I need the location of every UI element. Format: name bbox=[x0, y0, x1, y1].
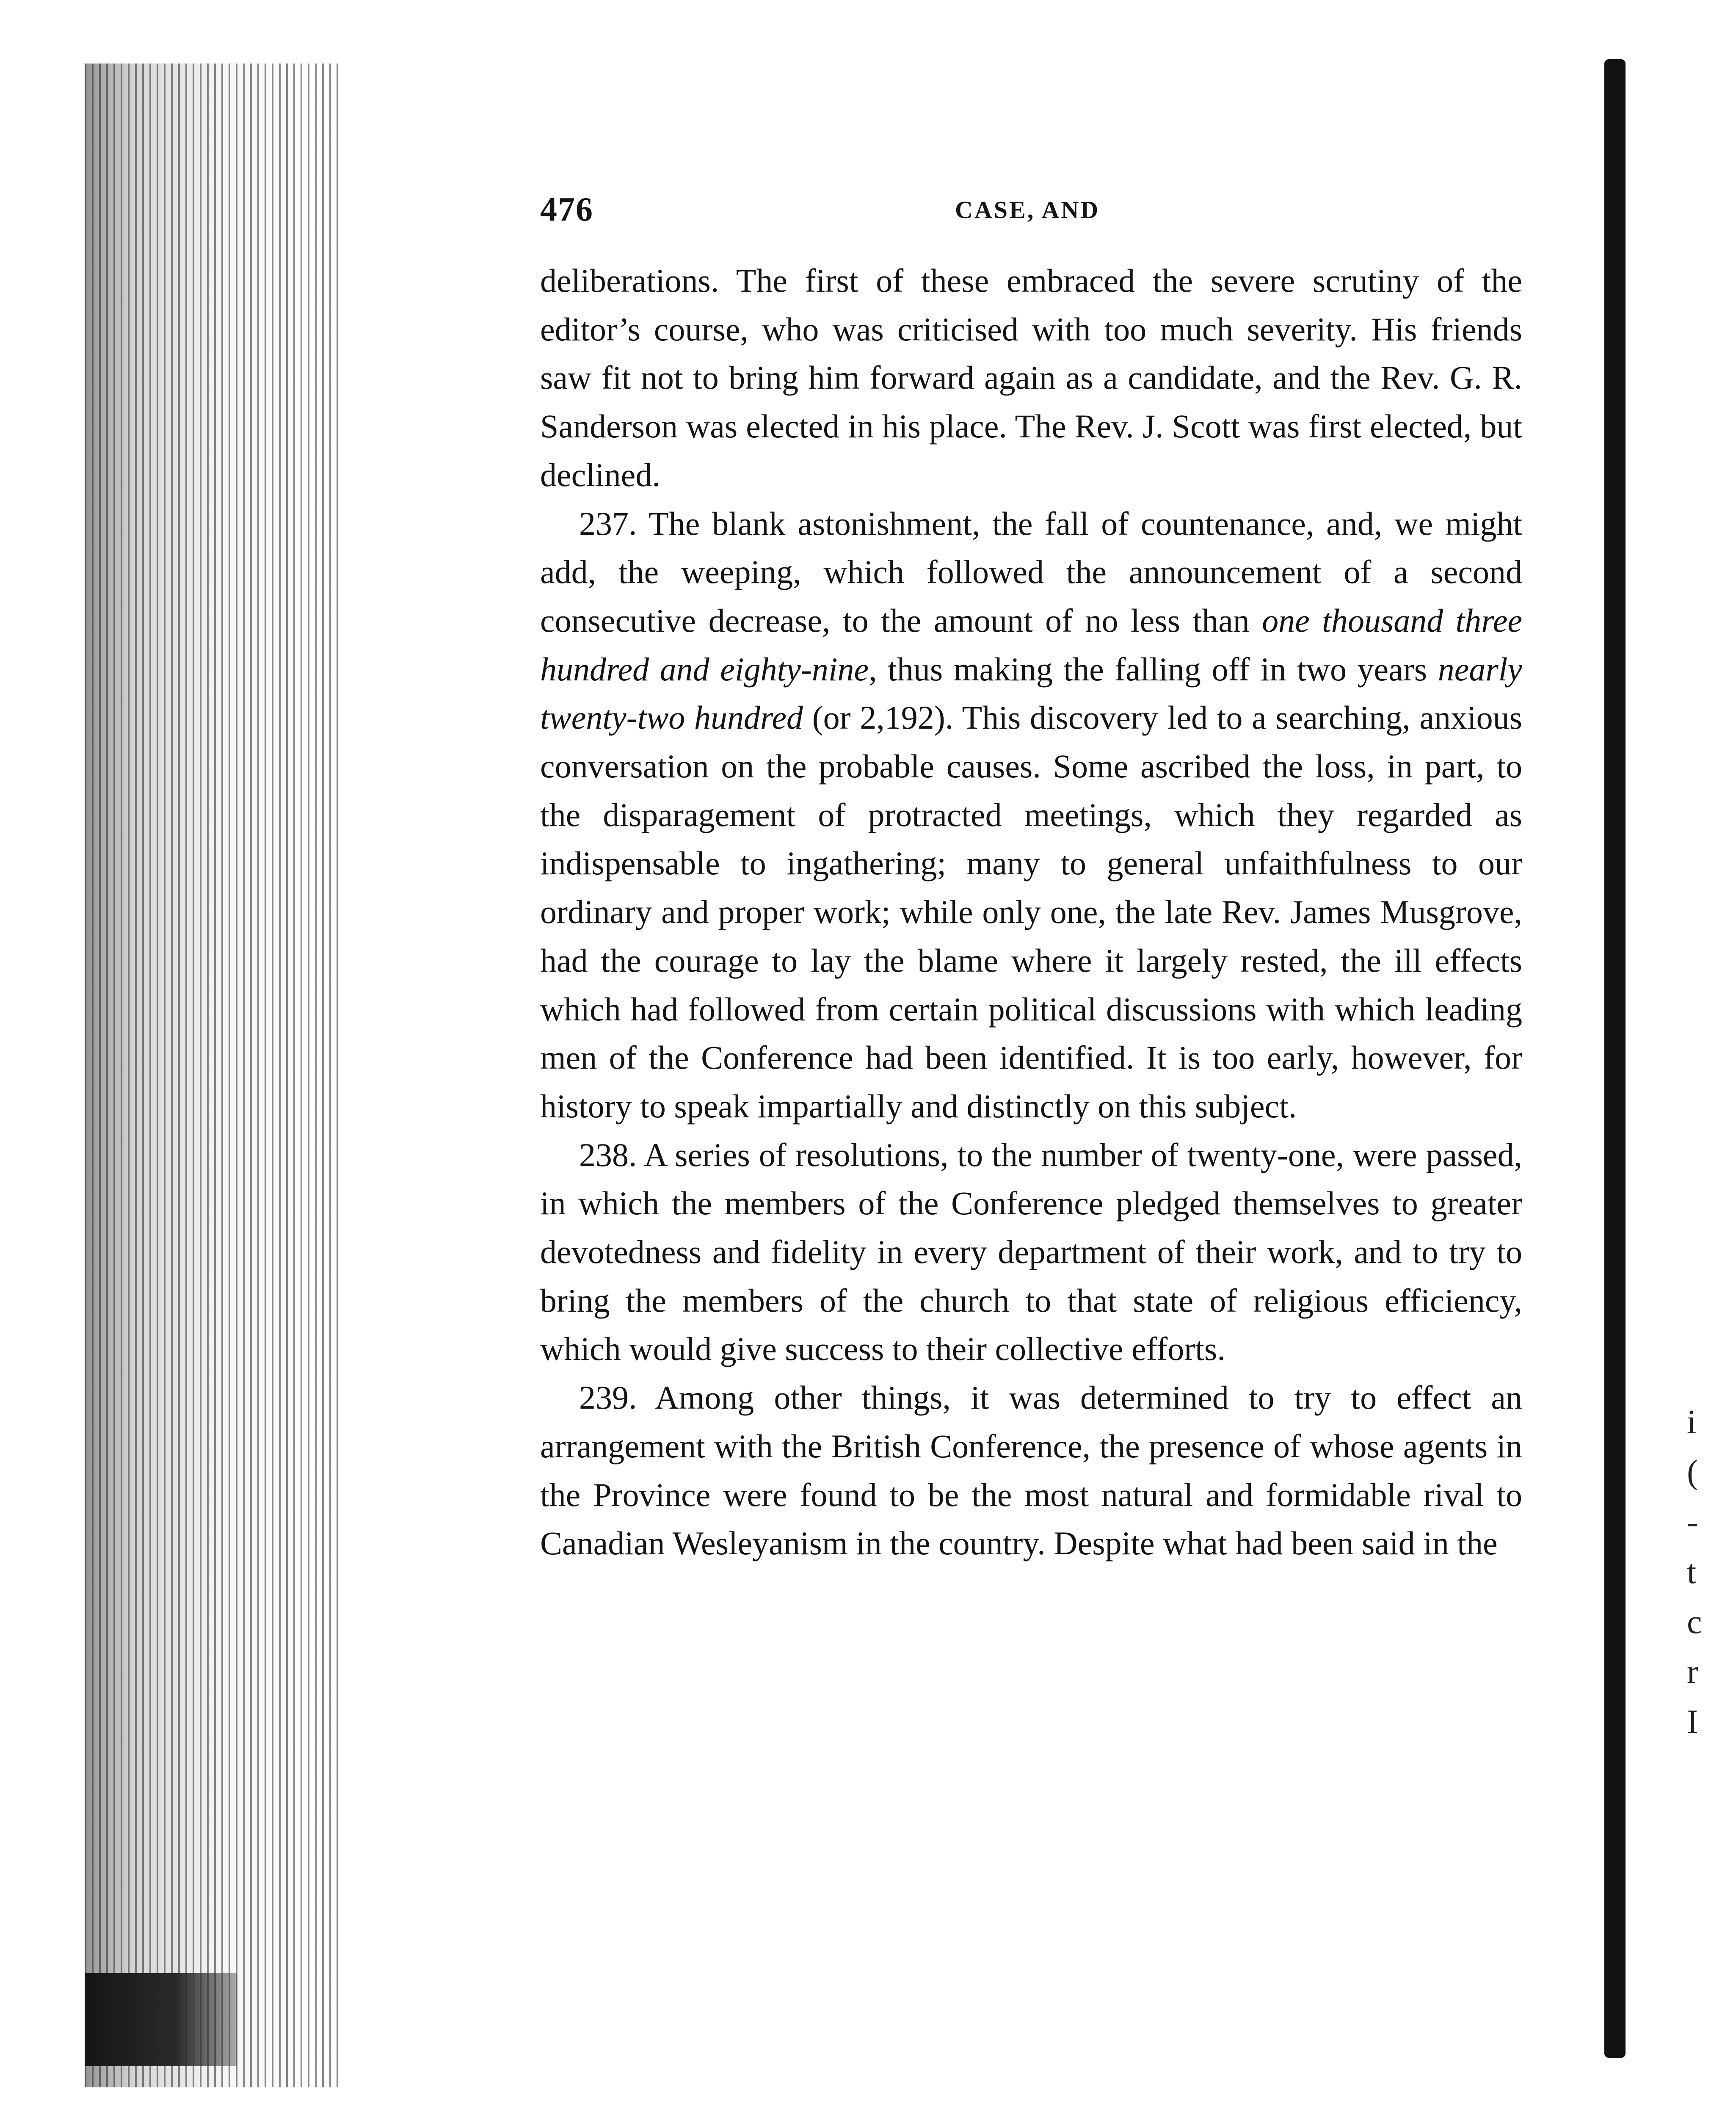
body-text bbox=[540, 257, 1522, 1568]
paragraph-text: (or 2,192). This discovery led to a searching, anxious conversation on the probable causes. Some ascribed the loss, in part, to the disparagement of protracted meetings, which they regarded as indispensable to ingathering; many to general unfaithfulness to our ordinary and proper work; while only one, the late Rev. James Musgrove, had the courage to lay the blame where it largely rested, the ill effects which had followed from certain political discussions with which leading men of the Conference had been identified. It is too early, however, for history to speak impartially and distinctly on this subject. bbox=[540, 699, 1523, 1125]
paragraph-239: 239. Among other things, it was determined to try to effect an arrangement with the British Conference, the presence of whose agents in the Province were found to be the most natural and formidable rival to Canadian Wesleyanism in the country. Despite what had been said in the bbox=[540, 1379, 1522, 1562]
paragraph-237 bbox=[540, 500, 1522, 1131]
running-head bbox=[540, 191, 1514, 241]
paragraph-continued: deliberations. The first of these embraced the severe scrutiny of the editor’s course, who was criticised with too much severity. His friends saw fit not to bring him forward again as a candidate, and the Rev. G. R. Sanderson was elected in his place. The Rev. J. Scott was first elected, but declined. bbox=[540, 262, 1522, 493]
bleed-glyph: t bbox=[1687, 1553, 1697, 1591]
bleed-glyph: c bbox=[1687, 1603, 1702, 1641]
italic-phrase: nearly twenty-two hundred bbox=[540, 650, 1522, 736]
bleed-glyph: - bbox=[1687, 1503, 1698, 1541]
paragraph-text: , thus making the falling off in two years bbox=[869, 650, 1438, 688]
bleed-glyph: I bbox=[1687, 1703, 1698, 1741]
paragraph-text: 237. The blank astonishment, the fall of countenance, and, we might add, the weeping, which followed the announcement of a second consecutive decrease, to the amount of no less than bbox=[540, 505, 1522, 639]
bleed-glyph: i bbox=[1687, 1404, 1697, 1441]
running-title: CASE, AND bbox=[955, 196, 1100, 224]
paragraph-238: 238. A series of resolutions, to the number of twenty-one, were passed, in which the members of the Conference pledged themselves to greater devotedness and fidelity in every department of their work, and to try to bring the members of the church to that state of religious efficiency, which would give success to their collective efforts. bbox=[540, 1136, 1522, 1368]
binding-shadow bbox=[85, 1973, 237, 2066]
next-page-edge bbox=[1604, 59, 1626, 2058]
next-page-bleed-text bbox=[1687, 1397, 1712, 1747]
bleed-glyph: ( bbox=[1687, 1454, 1698, 1491]
binding-gutter bbox=[85, 64, 339, 2087]
page-number: 476 bbox=[540, 191, 593, 228]
italic-phrase: one thousand three hundred and eighty-nine bbox=[540, 602, 1522, 688]
bleed-glyph: r bbox=[1687, 1653, 1698, 1691]
